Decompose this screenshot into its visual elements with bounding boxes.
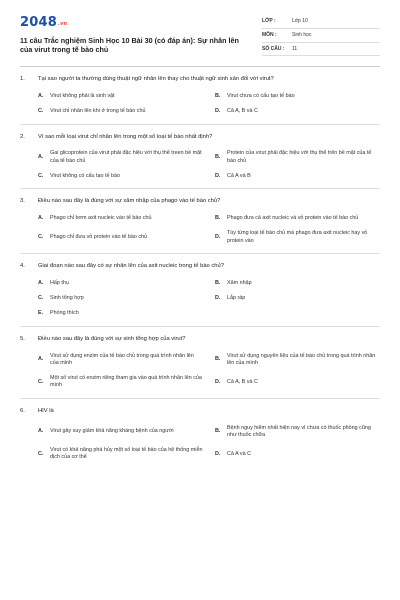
option-text: Lắp ráp <box>227 295 246 302</box>
option-letter: A. <box>38 215 44 222</box>
option-a[interactable] <box>38 215 203 222</box>
option-letter: D. <box>215 234 221 241</box>
question-text <box>20 76 380 84</box>
logo-suffix: .vn <box>57 21 68 27</box>
question-body: Tại sao người ta thường dùng thuật ngữ nhân lên thay cho thuật ngữ sinh sản đối với virut? <box>38 76 274 83</box>
option-letter: A. <box>38 279 44 286</box>
option-text: Phago chỉ đưa vỏ protein vào tế bào chủ <box>50 234 148 241</box>
option-letter: C. <box>38 234 44 241</box>
option-text: Một số virut có enzim riêng tham gia vào quá trình nhân lên của mình <box>50 375 202 389</box>
meta-key: LỚP : <box>262 18 276 24</box>
question <box>20 189 380 254</box>
option-text: Gai glicoprotein của virut phải đặc hiệu với thụ thể treen bề mặt của tế bào chủ <box>50 150 202 164</box>
option-letter: D. <box>215 295 221 302</box>
option-c[interactable] <box>38 295 203 302</box>
option-c[interactable] <box>38 447 203 462</box>
meta-row-count <box>262 43 380 57</box>
option-d[interactable] <box>215 230 380 245</box>
option-a[interactable] <box>38 93 203 100</box>
option-c[interactable] <box>38 230 203 245</box>
page-title: 11 câu Trắc nghiệm Sinh Học 10 Bài 30 (có đáp án): Sự nhân lên của virut trong tế bào chủ <box>20 35 239 54</box>
option-text: Cả A, B và C <box>227 378 258 385</box>
question-text <box>20 198 380 206</box>
question-body: Điều nào sau đây là đúng với sự xâm nhập của phago vào tế bào chủ? <box>38 198 221 205</box>
question-body: HIV là <box>38 407 54 414</box>
option-b[interactable] <box>215 150 380 165</box>
question-number: 6. <box>20 407 25 414</box>
option-text: Virut chưa có cấu tạo tế bào <box>227 93 295 100</box>
option-text: Cả A và B <box>227 173 251 180</box>
question-number: 2. <box>20 133 25 140</box>
option-letter: B. <box>215 428 221 435</box>
option-text: Virut sử dụng nguyên liệu của tế bào chủ trong quá trình nhân lên của mình <box>227 352 376 366</box>
option-b[interactable] <box>215 353 380 368</box>
question <box>20 125 380 190</box>
option-text: Phóng thích <box>50 310 79 317</box>
question-body: Giai đoạn nào sau đây có sự nhân lên của axit nucleic trong tế bào chủ? <box>38 263 224 270</box>
option-letter: B. <box>215 215 221 222</box>
option-c[interactable] <box>38 173 203 180</box>
question <box>20 399 380 470</box>
option-letter: B. <box>215 356 221 363</box>
header <box>20 14 380 56</box>
question-number: 1. <box>20 76 25 83</box>
option-b[interactable] <box>215 93 380 100</box>
option-letter: B. <box>215 279 221 286</box>
option-letter: C. <box>38 450 44 457</box>
option-letter: A. <box>38 93 44 100</box>
question-number: 4. <box>20 263 25 270</box>
option-letter: C. <box>38 378 44 385</box>
option-letter: D. <box>215 108 221 115</box>
option-text: Hấp thụ <box>50 279 69 286</box>
meta-key: SỐ CÂU : <box>262 45 285 52</box>
option-b[interactable] <box>215 215 380 222</box>
option-e[interactable] <box>38 310 203 317</box>
option-text: Bệnh nguy hiểm nhất hiện nay vì chưa có thuốc phòng cũng như thuốc chữa <box>227 424 371 438</box>
meta-value: Sinh học <box>292 31 312 38</box>
option-d[interactable] <box>215 173 380 180</box>
option-d[interactable] <box>215 108 380 115</box>
option-letter: D. <box>215 450 221 457</box>
option-letter: B. <box>215 93 221 100</box>
option-text: Sinh tổng hợp <box>50 295 84 302</box>
option-a[interactable] <box>38 353 203 368</box>
option-text: Cả A và C <box>227 450 251 457</box>
option-text: Phago chỉ bơm axit nucleic vào tế bào chủ <box>50 215 152 222</box>
option-text: Virut sử dụng enzim của tế bào chủ trong quá trình nhân lên của mình <box>50 352 194 366</box>
option-list <box>20 215 380 245</box>
logo-text: 2048 <box>20 15 57 30</box>
meta-value: 11 <box>292 45 298 52</box>
option-letter: E. <box>38 310 44 317</box>
option-text: Virut chỉ nhân lên khi ở trong tế bào chủ <box>50 108 146 115</box>
meta-row-class <box>262 15 380 29</box>
option-list <box>20 93 380 116</box>
option-c[interactable] <box>38 375 203 390</box>
option-letter: A. <box>38 154 44 161</box>
header-left <box>20 14 250 56</box>
question-text <box>20 336 380 344</box>
option-letter: B. <box>215 154 221 161</box>
question-body: Vì sao mỗi loại virut chỉ nhân lên trong một số loại tế bào nhất định? <box>38 133 213 140</box>
option-d[interactable] <box>215 375 380 390</box>
option-b[interactable] <box>215 280 380 287</box>
option-list <box>20 150 380 180</box>
option-text: Xâm nhập <box>227 279 252 286</box>
option-a[interactable] <box>38 425 203 440</box>
option-letter: A. <box>38 428 44 435</box>
option-a[interactable] <box>38 150 203 165</box>
option-b[interactable] <box>215 425 380 440</box>
option-text: Virut có khả năng phá hủy một số loại tế bào của hệ thống miễn dịch của cơ thể <box>50 447 203 461</box>
option-c[interactable] <box>38 108 203 115</box>
meta-key: MÔN : <box>262 31 277 38</box>
meta-row-subject <box>262 29 380 43</box>
question <box>20 67 380 124</box>
option-text: Virut không có cấu tạo tế bào <box>50 173 121 180</box>
option-d[interactable] <box>215 447 380 462</box>
option-list <box>20 280 380 318</box>
option-letter: C. <box>38 295 44 302</box>
question-number: 5. <box>20 335 25 342</box>
option-text: Virut không phải là sinh vật <box>50 93 115 100</box>
option-d[interactable] <box>215 295 380 302</box>
option-text: Cả A, B và C <box>227 108 258 115</box>
option-text: Protein của virut phải đặc hiệu với thụ thể trên bề mặt của tế bào chủ <box>227 150 372 164</box>
question-text <box>20 408 380 416</box>
question <box>20 254 380 327</box>
option-text: Virut gây suy giảm khả năng kháng bệnh của người <box>50 428 174 435</box>
option-text: Tùy từng loại tế bào chủ mà phago đưa axit nucleic hay vỏ protein vào <box>227 230 368 244</box>
question-number: 3. <box>20 198 25 205</box>
option-letter: D. <box>215 173 221 180</box>
site-logo[interactable] <box>20 14 250 32</box>
option-letter: C. <box>38 173 44 180</box>
question <box>20 327 380 399</box>
option-text: Phago đưa cả axit nucleic và vỏ protein vào tế bào chủ <box>227 215 359 222</box>
option-a[interactable] <box>38 280 203 287</box>
question-text <box>20 263 380 271</box>
option-list <box>20 425 380 462</box>
option-letter: A. <box>38 356 44 363</box>
option-letter: D. <box>215 378 221 385</box>
meta-table <box>262 15 380 56</box>
question-text <box>20 134 380 142</box>
meta-value: Lớp 10 <box>292 18 308 24</box>
question-body: Điều nào sau đây là đúng với sự sinh tổng hợp của virut? <box>38 335 186 342</box>
option-letter: C. <box>38 108 44 115</box>
option-list <box>20 353 380 390</box>
